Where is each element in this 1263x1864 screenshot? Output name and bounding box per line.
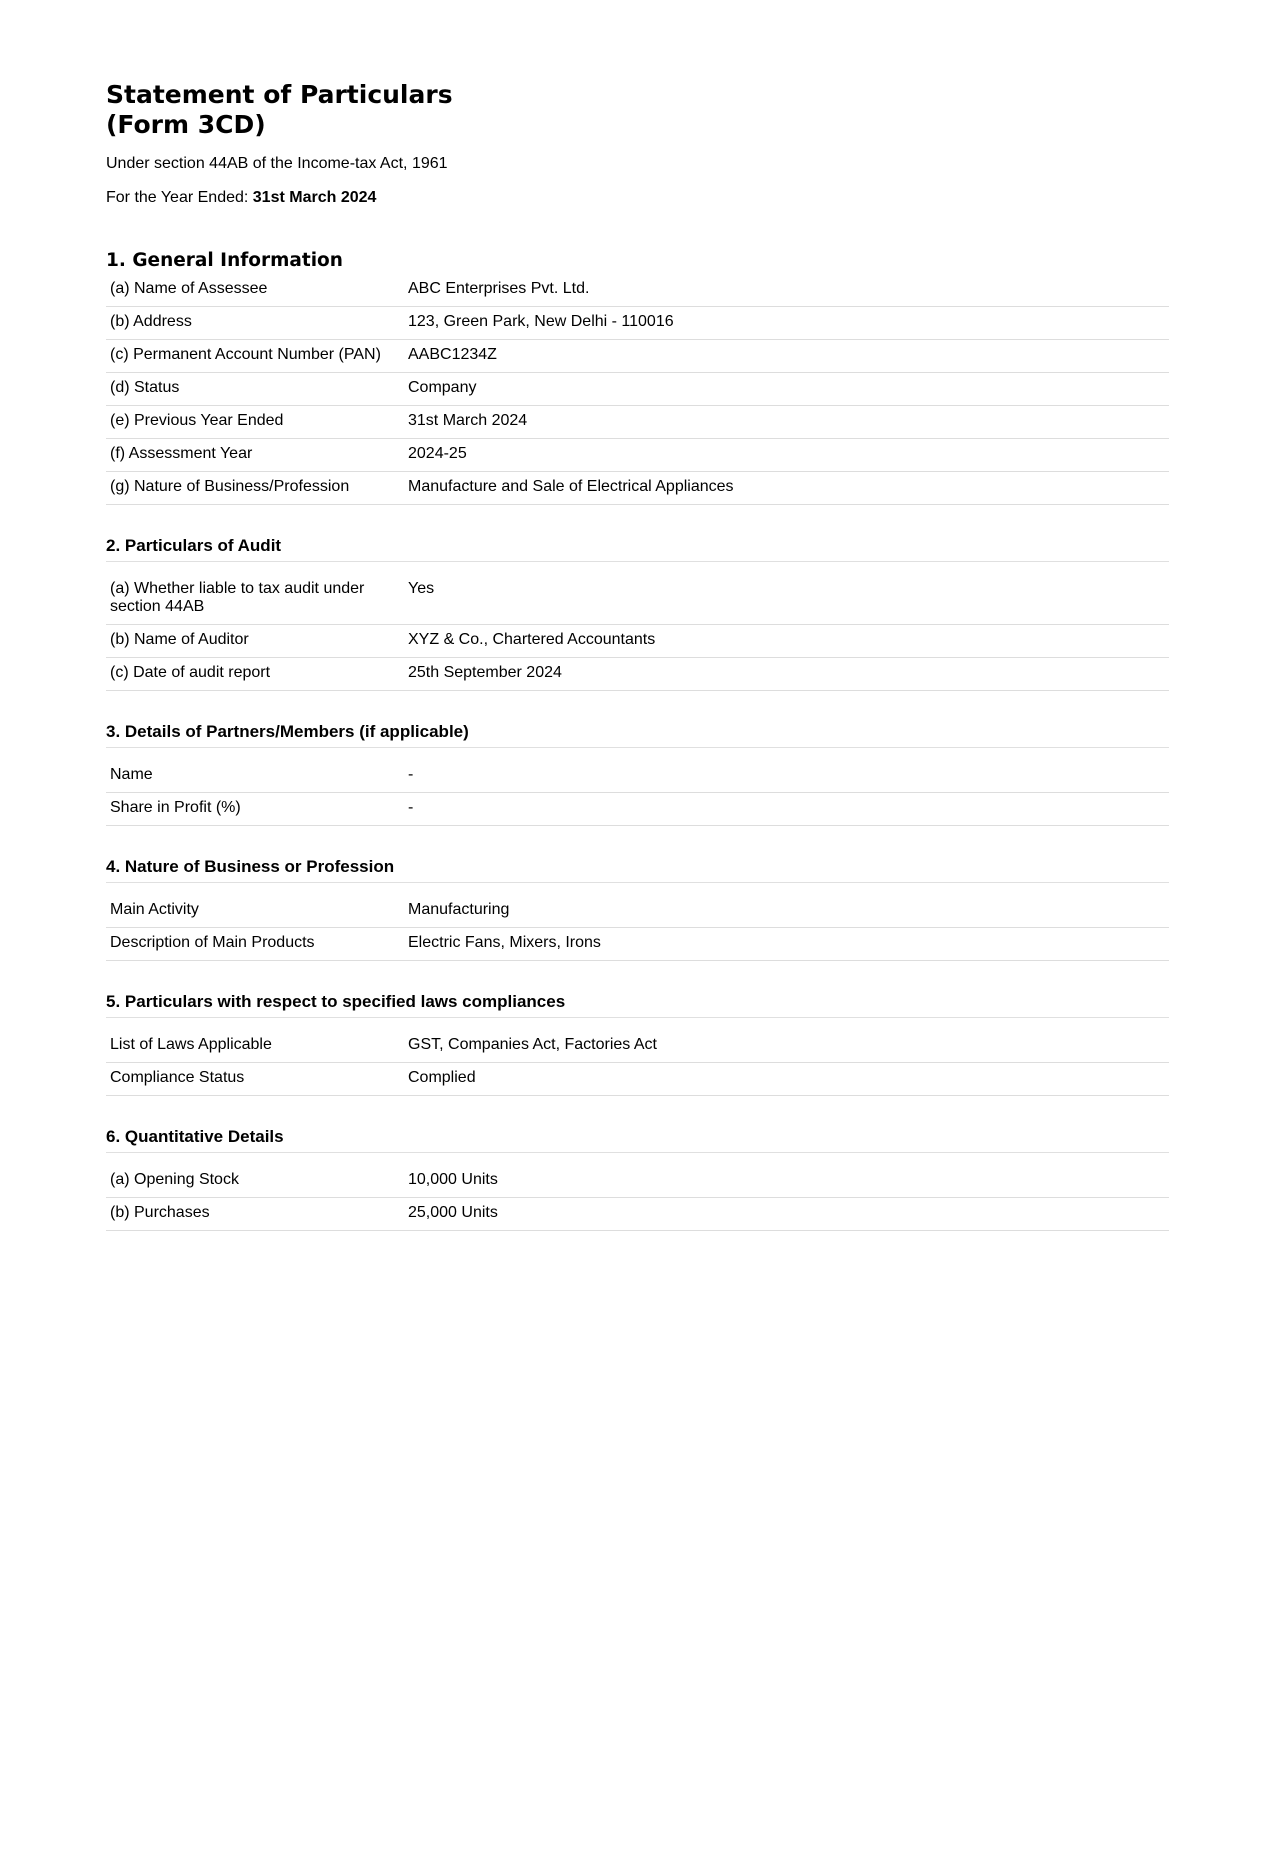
table-row xyxy=(106,658,1169,691)
table-row xyxy=(106,1030,1169,1063)
row-label: (d) Status xyxy=(106,373,404,406)
table-row xyxy=(106,574,1169,625)
row-label: (b) Purchases xyxy=(106,1198,404,1231)
table-row xyxy=(106,1063,1169,1096)
row-label: (g) Nature of Business/Profession xyxy=(106,472,404,505)
row-label: (a) Opening Stock xyxy=(106,1165,404,1198)
row-label: (a) Whether liable to tax audit under section 44AB xyxy=(106,574,404,625)
row-label: (c) Permanent Account Number (PAN) xyxy=(106,340,404,373)
row-value: Electric Fans, Mixers, Irons xyxy=(404,928,1169,961)
section-particulars-of-audit xyxy=(106,535,1169,691)
table-row xyxy=(106,895,1169,928)
section-title: 3. Details of Partners/Members (if applicable) xyxy=(106,721,1169,748)
row-value: 25,000 Units xyxy=(404,1198,1169,1231)
section-title: 2. Particulars of Audit xyxy=(106,535,1169,562)
section-partners-members xyxy=(106,721,1169,826)
row-label: (b) Name of Auditor xyxy=(106,625,404,658)
section-table xyxy=(106,274,1169,505)
under-section-text: Under section 44AB of the Income-tax Act, 1961 xyxy=(106,155,448,172)
row-value: Manufacture and Sale of Electrical Appliances xyxy=(404,472,1169,505)
row-value: 2024-25 xyxy=(404,439,1169,472)
year-ended-value: 31st March 2024 xyxy=(252,189,377,206)
row-value: Yes xyxy=(404,574,1169,625)
row-value: GST, Companies Act, Factories Act xyxy=(404,1030,1169,1063)
document-page xyxy=(106,80,1169,1231)
table-row xyxy=(106,1165,1169,1198)
row-value: 31st March 2024 xyxy=(404,406,1169,439)
section-table xyxy=(106,574,1169,691)
section-title: 1. General Information xyxy=(106,250,343,271)
row-label: (e) Previous Year Ended xyxy=(106,406,404,439)
table-row xyxy=(106,472,1169,505)
row-label: Compliance Status xyxy=(106,1063,404,1096)
section-table xyxy=(106,1165,1169,1231)
section-nature-of-business xyxy=(106,856,1169,961)
table-row xyxy=(106,1198,1169,1231)
section-title: 6. Quantitative Details xyxy=(106,1126,1169,1153)
row-label: Main Activity xyxy=(106,895,404,928)
row-value: Manufacturing xyxy=(404,895,1169,928)
row-value: ABC Enterprises Pvt. Ltd. xyxy=(404,274,1169,307)
title-line-2: (Form 3CD) xyxy=(106,110,266,139)
title-line-1: Statement of Particulars xyxy=(106,80,453,109)
section-table xyxy=(106,1030,1169,1096)
row-label: (a) Name of Assessee xyxy=(106,274,404,307)
section-general-information xyxy=(106,250,1169,505)
section-table xyxy=(106,760,1169,826)
row-value: XYZ & Co., Chartered Accountants xyxy=(404,625,1169,658)
page-title xyxy=(106,80,1169,140)
row-value: 25th September 2024 xyxy=(404,658,1169,691)
table-row xyxy=(106,307,1169,340)
row-label: (c) Date of audit report xyxy=(106,658,404,691)
section-quantitative-details xyxy=(106,1126,1169,1231)
row-label: Share in Profit (%) xyxy=(106,793,404,826)
year-ended-line xyxy=(106,188,1169,208)
section-title: 4. Nature of Business or Profession xyxy=(106,856,1169,883)
row-value: 123, Green Park, New Delhi - 110016 xyxy=(404,307,1169,340)
table-row xyxy=(106,625,1169,658)
table-row xyxy=(106,340,1169,373)
row-label: List of Laws Applicable xyxy=(106,1030,404,1063)
table-row xyxy=(106,928,1169,961)
row-value: - xyxy=(404,793,1169,826)
section-title: 5. Particulars with respect to specified laws compliances xyxy=(106,991,1169,1018)
table-row xyxy=(106,406,1169,439)
section-laws-compliances xyxy=(106,991,1169,1096)
row-value: 10,000 Units xyxy=(404,1165,1169,1198)
section-table xyxy=(106,895,1169,961)
table-row xyxy=(106,760,1169,793)
row-label: Description of Main Products xyxy=(106,928,404,961)
row-label: Name xyxy=(106,760,404,793)
document-header xyxy=(106,80,1169,208)
table-row xyxy=(106,439,1169,472)
row-value: - xyxy=(404,760,1169,793)
table-row xyxy=(106,274,1169,307)
year-ended-label: For the Year Ended: xyxy=(106,189,253,206)
row-value: Company xyxy=(404,373,1169,406)
row-label: (b) Address xyxy=(106,307,404,340)
table-row xyxy=(106,793,1169,826)
row-value: Complied xyxy=(404,1063,1169,1096)
table-row xyxy=(106,373,1169,406)
row-label: (f) Assessment Year xyxy=(106,439,404,472)
row-value: AABC1234Z xyxy=(404,340,1169,373)
